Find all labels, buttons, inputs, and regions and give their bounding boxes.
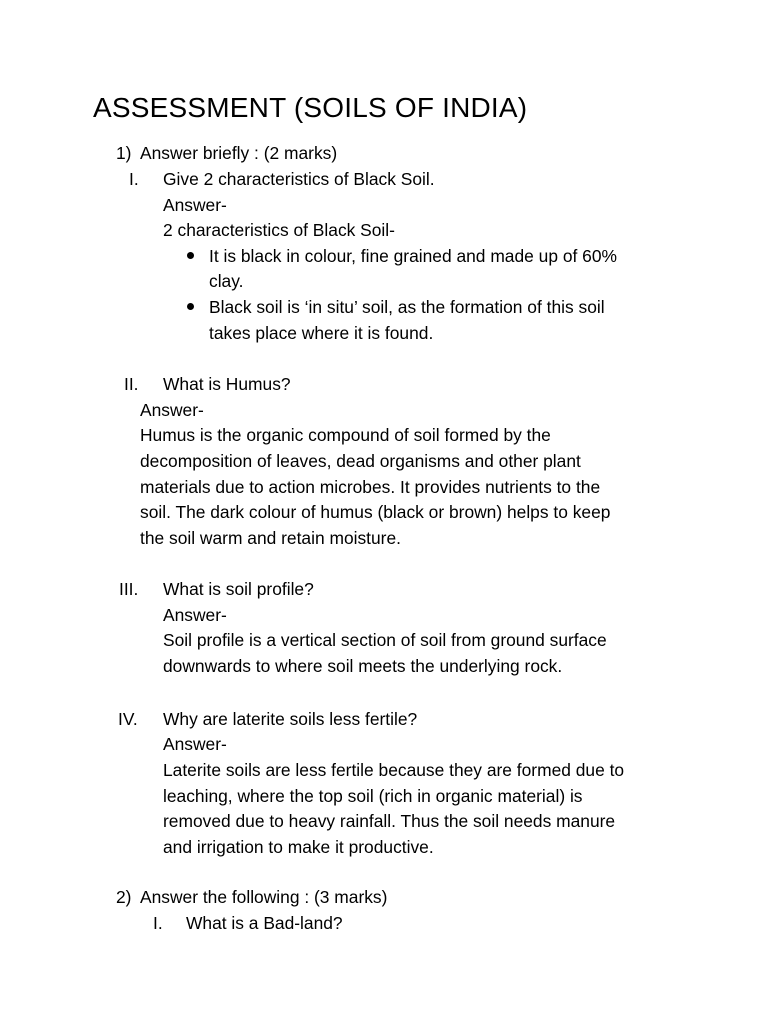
section-1-number: 1) — [116, 143, 132, 163]
section-1-heading: Answer briefly : (2 marks) — [140, 143, 338, 163]
q1-numeral: I. — [129, 169, 139, 189]
q2-answer-line: decomposition of leaves, dead organisms and other plant — [140, 451, 581, 471]
q4-answer-line: removed due to heavy rainfall. Thus the soil needs manure — [163, 811, 616, 831]
q1-answer-label: Answer- — [163, 195, 227, 215]
q4-question: Why are laterite soils less fertile? — [163, 709, 418, 729]
s2-q1-numeral: I. — [153, 913, 163, 933]
section-2-number: 2) — [116, 887, 132, 907]
q4-answer-line: Laterite soils are less fertile because they are formed due to — [163, 760, 625, 780]
q4-answer-label: Answer- — [163, 734, 227, 754]
q1-answer-intro: 2 characteristics of Black Soil- — [163, 220, 395, 240]
q4-answer-line: and irrigation to make it productive. — [163, 837, 434, 857]
q1-bullet1-line2: clay. — [209, 271, 244, 291]
q2-question: What is Humus? — [163, 374, 291, 394]
q2-numeral: II. — [124, 374, 139, 394]
q2-answer-line: the soil warm and retain moisture. — [140, 528, 401, 548]
bullet-icon — [187, 303, 194, 310]
q2-answer-label: Answer- — [140, 400, 204, 420]
q3-answer-label: Answer- — [163, 605, 227, 625]
section-2-heading: Answer the following : (3 marks) — [140, 887, 388, 907]
q1-question: Give 2 characteristics of Black Soil. — [163, 169, 435, 189]
q1-bullet2-line1: Black soil is ‘in situ’ soil, as the formation of this soil — [209, 297, 605, 317]
q2-answer-line: Humus is the organic compound of soil formed by the — [140, 425, 551, 445]
q1-bullet1-line1: It is black in colour, fine grained and made up of 60% — [209, 246, 617, 266]
q4-numeral: IV. — [118, 709, 138, 729]
q3-numeral: III. — [119, 579, 139, 599]
bullet-icon — [187, 252, 194, 259]
q3-answer-line: Soil profile is a vertical section of soil from ground surface — [163, 630, 607, 650]
q2-answer-line: materials due to action microbes. It provides nutrients to the — [140, 477, 601, 497]
q1-bullet2-line2: takes place where it is found. — [209, 323, 434, 343]
q3-question: What is soil profile? — [163, 579, 314, 599]
q3-answer-line: downwards to where soil meets the underlying rock. — [163, 656, 563, 676]
q2-answer-line: soil. The dark colour of humus (black or brown) helps to keep — [140, 502, 611, 522]
s2-q1-question: What is a Bad-land? — [186, 913, 343, 933]
page-title: ASSESSMENT (SOILS OF INDIA) — [93, 92, 528, 123]
q4-answer-line: leaching, where the top soil (rich in organic material) is — [163, 786, 583, 806]
